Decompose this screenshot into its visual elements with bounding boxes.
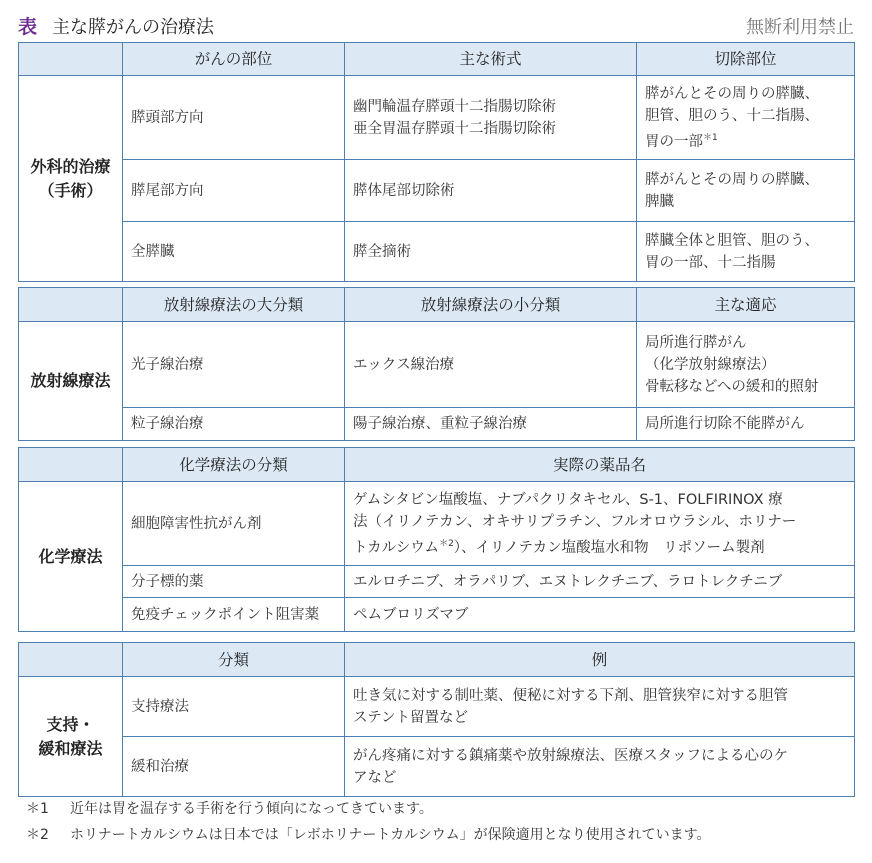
cell-procedure: 膵体尾部切除術 bbox=[345, 160, 637, 222]
table-row bbox=[19, 76, 855, 160]
table-row bbox=[19, 482, 855, 566]
footnote-ref: ＊2 bbox=[439, 538, 454, 549]
column-header: 主な術式 bbox=[345, 43, 637, 76]
cell-type: 支持療法 bbox=[123, 677, 345, 737]
title-bar bbox=[18, 12, 854, 38]
footnote: ＊1 近年は胃を温存する手術を行う傾向になってきています。 bbox=[26, 801, 433, 817]
cell-resection: 膵がんとその周りの膵臓、 脾臓 bbox=[637, 160, 855, 222]
footnote: ＊2 ホリナートカルシウムは日本では「レボホリナートカルシウム」が保険適用となり使用されています。 bbox=[26, 827, 711, 843]
page-title: 主な膵がんの治療法 bbox=[52, 17, 214, 38]
cell-resection: 膵がんとその周りの膵臓、 胆管、胆のう、十二指腸、 胃の一部$^{*1}$ bbox=[637, 76, 855, 160]
category-radiation: 放射線療法 bbox=[19, 322, 123, 441]
table-label: 表 bbox=[18, 16, 38, 38]
cell-major: 粒子線治療 bbox=[123, 408, 345, 441]
column-header: 放射線療法の小分類 bbox=[345, 288, 637, 322]
usage-notice: 無断利用禁止 bbox=[746, 17, 854, 38]
radiation-table bbox=[18, 287, 855, 441]
cell-minor: エックス線治療 bbox=[345, 322, 637, 408]
cell-resection: 膵臓全体と胆管、胆のう、 胃の一部、十二指腸 bbox=[637, 222, 855, 282]
cell-drugs: ゲムシタビン塩酸塩、ナブパクリタキセル、S-1、FOLFIRINOX 療 法（イリノテカン、オキサリプラチン、フルオロウラシル、ホリナー トカルシウム$^{*2}$）、イリノテカン塩酸塩水和物 リポソーム製剤 bbox=[345, 482, 855, 566]
table-row bbox=[19, 737, 855, 797]
header-blank bbox=[19, 288, 123, 322]
cell-example: 吐き気に対する制吐薬、便秘に対する下剤、胆管狭窄に対する胆管 ステント留置など bbox=[345, 677, 855, 737]
cell-type: 緩和治療 bbox=[123, 737, 345, 797]
chemo-table bbox=[18, 447, 855, 632]
category-surgery: 外科的治療 （手術） bbox=[19, 76, 123, 282]
surgery-table bbox=[18, 42, 855, 282]
category-support: 支持・ 緩和療法 bbox=[19, 677, 123, 797]
column-header: 分類 bbox=[123, 643, 345, 677]
support-table bbox=[18, 642, 855, 797]
column-header: がんの部位 bbox=[123, 43, 345, 76]
header-blank bbox=[19, 643, 123, 677]
cell-indication: 局所進行切除不能膵がん bbox=[637, 408, 855, 441]
cell-type: 免疫チェックポイント阻害薬 bbox=[123, 598, 345, 632]
cell-type: 細胞障害性抗がん剤 bbox=[123, 482, 345, 566]
cell-site: 膵尾部方向 bbox=[123, 160, 345, 222]
column-header: 実際の薬品名 bbox=[345, 448, 855, 482]
table-row bbox=[19, 677, 855, 737]
header-blank bbox=[19, 448, 123, 482]
category-chemo: 化学療法 bbox=[19, 482, 123, 632]
cell-site: 全膵臓 bbox=[123, 222, 345, 282]
cell-drugs: エルロチニブ、オラパリブ、エヌトレクチニブ、ラロトレクチニブ bbox=[345, 566, 855, 598]
cell-major: 光子線治療 bbox=[123, 322, 345, 408]
column-header: 例 bbox=[345, 643, 855, 677]
cell-minor: 陽子線治療、重粒子線治療 bbox=[345, 408, 637, 441]
cell-site: 膵頭部方向 bbox=[123, 76, 345, 160]
table-row bbox=[19, 160, 855, 222]
table-row bbox=[19, 322, 855, 408]
cell-procedure: 幽門輪温存膵頭十二指腸切除術 亜全胃温存膵頭十二指腸切除術 bbox=[345, 76, 637, 160]
cell-procedure: 膵全摘術 bbox=[345, 222, 637, 282]
column-header: 放射線療法の大分類 bbox=[123, 288, 345, 322]
footnote-ref: ＊1 bbox=[703, 132, 718, 143]
footnotes bbox=[26, 796, 711, 848]
cell-indication: 局所進行膵がん （化学放射線療法） 骨転移などへの緩和的照射 bbox=[637, 322, 855, 408]
cell-type: 分子標的薬 bbox=[123, 566, 345, 598]
column-header: 切除部位 bbox=[637, 43, 855, 76]
header-blank bbox=[19, 43, 123, 76]
table-row bbox=[19, 566, 855, 598]
cell-drugs: ペムブロリズマブ bbox=[345, 598, 855, 632]
column-header: 主な適応 bbox=[637, 288, 855, 322]
table-row bbox=[19, 222, 855, 282]
column-header: 化学療法の分類 bbox=[123, 448, 345, 482]
table-row bbox=[19, 598, 855, 632]
cell-example: がん疼痛に対する鎮痛薬や放射線療法、医療スタッフによる心のケ アなど bbox=[345, 737, 855, 797]
table-row bbox=[19, 408, 855, 441]
